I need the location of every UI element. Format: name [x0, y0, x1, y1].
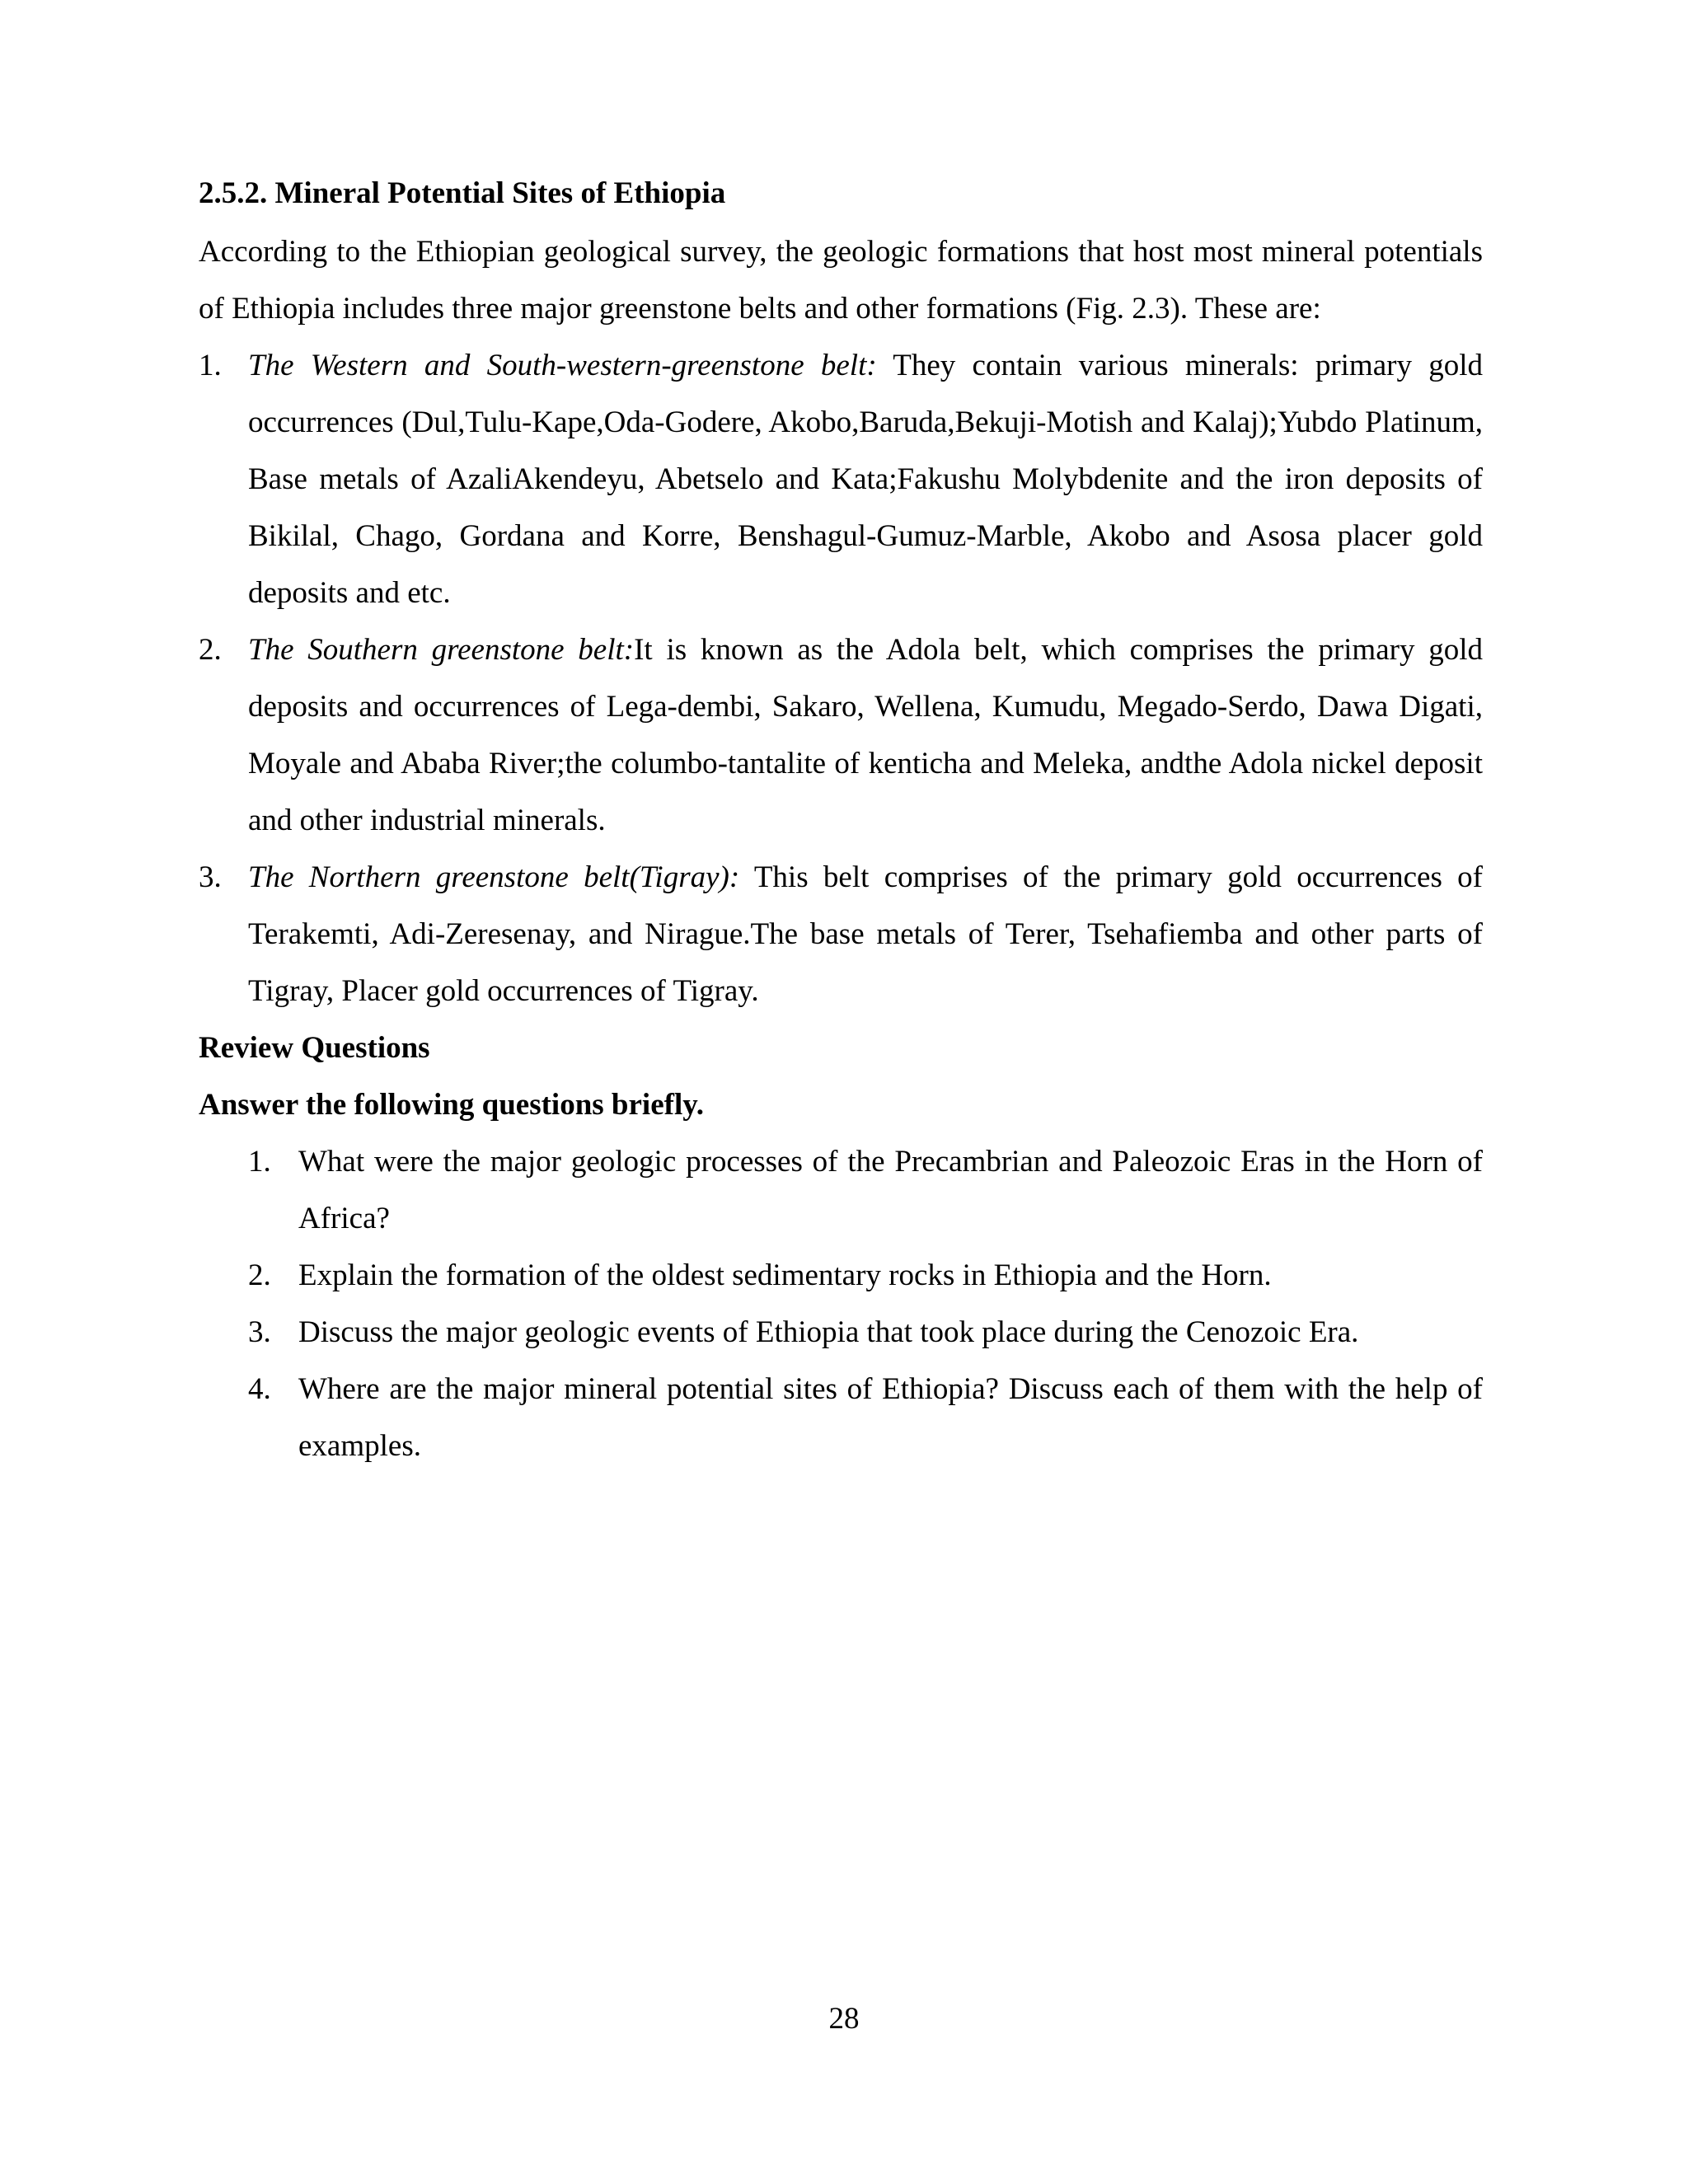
question-text: Discuss the major geologic events of Ethiopia that took place during the Cenozoic Era. [298, 1315, 1359, 1349]
list-item [199, 1361, 1483, 1474]
list-number: 4. [248, 1372, 271, 1406]
belt-title: The Western and South-western-greenstone belt: [248, 349, 877, 382]
list-number: 3. [199, 860, 222, 894]
section-title: 2.5.2. Mineral Potential Sites of Ethiopia [199, 176, 726, 210]
belt-description: It is known as the Adola belt, which comprises the primary gold deposits and occurrences of Lega-dembi, Sakaro, Wellena, Kumudu, Megado-Serdo, Dawa Digati, Moyale and Ababa River;the columbo-tantalite of kenticha and Meleka, andthe Adola nickel deposit and other industrial minerals. [248, 633, 1483, 837]
question-text: Where are the major mineral potential sites of Ethiopia? Discuss each of them with the help of examples. [298, 1372, 1483, 1463]
list-item [199, 849, 1483, 1019]
list-number: 2. [199, 633, 222, 667]
page-number: 28 [828, 2002, 860, 2036]
question-text: Explain the formation of the oldest sedimentary rocks in Ethiopia and the Horn. [298, 1258, 1272, 1292]
belt-description: They contain various minerals: primary gold occurrences (Dul,Tulu-Kape,Oda-Godere, Akobo,Baruda,Bekuji-Motish and Kalaj);Yubdo Platinum, Base metals of AzaliAkendeyu, Abetselo and Kata;Fakushu Molybdenite and the iron deposits of Bikilal, Chago, Gordana and Korre, Benshagul-Gumuz-Marble, Akobo and Asosa placer gold deposits and etc. [248, 349, 1483, 610]
list-item [199, 1304, 1483, 1361]
belt-description: This belt comprises of the primary gold occurrences of Terakemti, Adi-Zeresenay, and Nirague.The base metals of Terer, Tsehafiemba and other parts of Tigray, Placer gold occurrences of Tigray. [248, 860, 1483, 1008]
list-number: 2. [248, 1258, 271, 1292]
list-item [199, 621, 1483, 849]
intro-paragraph: According to the Ethiopian geological survey, the geologic formations that host most mineral potentials of Ethiopia includes three major greenstone belts and other formations (Fig. 2.3). These are: [199, 235, 1483, 326]
document-page [199, 169, 1483, 1474]
list-item [199, 1247, 1483, 1304]
list-item [199, 1133, 1483, 1247]
review-heading: Review Questions [199, 1031, 430, 1065]
list-number: 3. [248, 1315, 271, 1349]
question-text: What were the major geologic processes of the Precambrian and Paleozoic Eras in the Horn of Africa? [298, 1145, 1483, 1235]
greenstone-belt-list [199, 337, 1483, 1019]
list-number: 1. [248, 1145, 271, 1179]
review-question-list [199, 1133, 1483, 1474]
belt-title: The Northern greenstone belt(Tigray): [248, 860, 740, 894]
belt-title: The Southern greenstone belt: [248, 633, 635, 667]
review-instruction: Answer the following questions briefly. [199, 1088, 704, 1122]
list-item [199, 337, 1483, 621]
list-number: 1. [199, 349, 222, 382]
